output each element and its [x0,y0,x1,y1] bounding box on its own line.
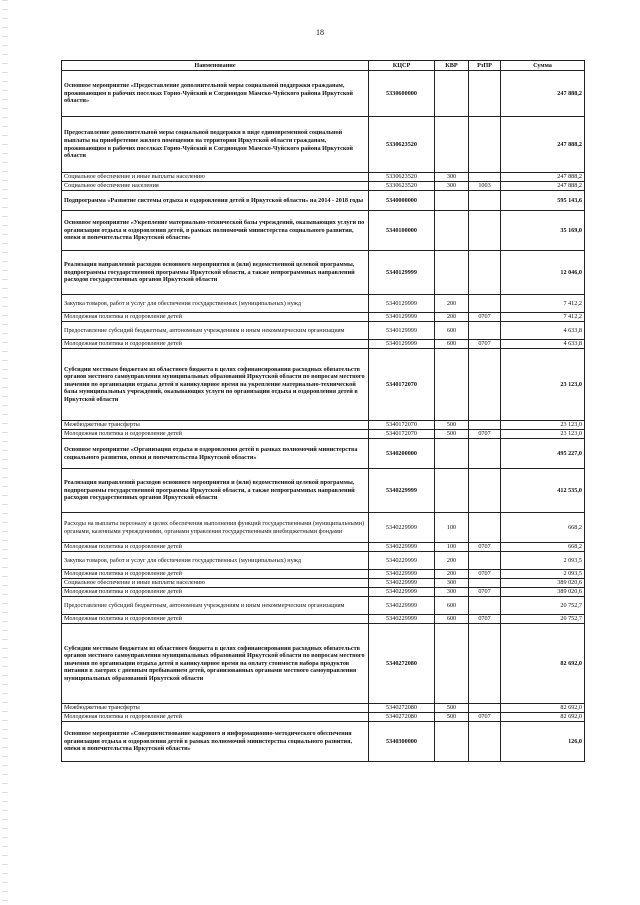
cell-name: Молодежная политика и оздоровление детей [62,313,369,322]
table-row [62,313,585,322]
cell-kcsr: 5340272080 [369,713,435,722]
cell-kvr: 200 [435,313,469,322]
cell-rzpr [469,469,501,513]
cell-name: Социальное обеспечение и иные выплаты населению [62,173,369,182]
cell-rzpr [469,552,501,570]
cell-name: Основное мероприятие «Укрепление материально-технической базы учреждений, оказывающих услуги по организации отдыха и оздоровления детей, в рамках полномочий министерства социального развития, опеки и попечительства Иркутской области» [62,211,369,251]
cell-rzpr [469,349,501,421]
cell-kvr [435,439,469,469]
cell-kcsr: 5340172070 [369,349,435,421]
cell-sum: 389 020,6 [501,588,585,597]
cell-sum: 82 692,0 [501,713,585,722]
table-row [62,579,585,588]
cell-name: Основное мероприятие «Предоставление дополнительной меры социальной поддержки гражданам, проживающим в рабочих поселках Горно-Чуйский и Согдиондон Мамско-Чуйского района Иркутской области» [62,71,369,117]
cell-rzpr [469,295,501,313]
table-row [62,570,585,579]
cell-kvr: 600 [435,322,469,340]
cell-name: Межбюджетные трансферты [62,704,369,713]
cell-sum: 247 888,2 [501,173,585,182]
table-row [62,421,585,430]
cell-kcsr: 5340100000 [369,211,435,251]
cell-rzpr: 0707 [469,340,501,349]
cell-kcsr: 5340300000 [369,722,435,762]
cell-rzpr [469,71,501,117]
cell-kcsr: 5340129999 [369,251,435,295]
header-rzpr: РзПР [469,61,501,71]
cell-rzpr: 1003 [469,182,501,191]
table-row [62,173,585,182]
table-row [62,722,585,762]
cell-kcsr: 5340229999 [369,615,435,624]
cell-sum: 126,0 [501,722,585,762]
cell-rzpr: 0707 [469,588,501,597]
cell-rzpr [469,251,501,295]
table-row [62,71,585,117]
cell-kcsr: 5340200000 [369,439,435,469]
cell-sum: 7 412,2 [501,295,585,313]
cell-kvr: 500 [435,421,469,430]
cell-name: Субсидии местным бюджетам из областного бюджета в целях софинансирования расходных обязательств органов местного самоуправления муниципальных образований Иркутской области по вопросам местного значения по организации отдыха детей в каникулярное время на оплату стоимости набора продуктов питания в лагерях с дневным пребыванием детей, организованных органами местного самоуправления муниципальных образований Иркутской области [62,624,369,704]
cell-kcsr: 5330600000 [369,71,435,117]
cell-rzpr: 0707 [469,430,501,439]
cell-sum: 668,2 [501,543,585,552]
cell-name: Предоставление субсидий бюджетным, автономным учреждениям и иным некоммерческим организациям [62,322,369,340]
cell-kcsr: 5340172070 [369,430,435,439]
cell-name: Подпрограмма «Развитие системы отдыха и оздоровления детей в Иркутской области» на 2014 - 2018 годы [62,191,369,211]
cell-sum: 23 123,0 [501,349,585,421]
budget-table [61,60,585,762]
cell-rzpr [469,117,501,173]
scan-margin-marks [2,0,8,905]
cell-kcsr: 5330623520 [369,173,435,182]
cell-kcsr: 5340229999 [369,552,435,570]
cell-rzpr [469,513,501,543]
table-header-row [62,61,585,71]
cell-name: Основное мероприятие «Организация отдыха и оздоровления детей в рамках полномочий министерства социального развития, опеки и попечительства Иркутской области» [62,439,369,469]
cell-kvr [435,722,469,762]
cell-kvr [435,71,469,117]
cell-name: Основное мероприятие «Совершенствование кадрового и информационно-методического обеспечения организации отдыха и оздоровления детей в рамках полномочий министерства социального развития, опеки и попечительства Иркутской области» [62,722,369,762]
cell-name: Социальное обеспечение и иные выплаты населению [62,579,369,588]
cell-kvr [435,624,469,704]
cell-rzpr [469,624,501,704]
table-row [62,543,585,552]
cell-kcsr: 5340272080 [369,704,435,713]
cell-name: Молодежная политика и оздоровление детей [62,543,369,552]
cell-sum: 247 888,2 [501,182,585,191]
cell-name: Реализация направлений расходов основного мероприятия и (или) ведомственной целевой программы, подпрограммы государственной программы Иркутской области, а также непрограммных направлений расходов государственных органов Иркутской области [62,251,369,295]
table-row [62,211,585,251]
cell-rzpr [469,322,501,340]
table-row [62,624,585,704]
cell-rzpr [469,173,501,182]
header-name: Наименование [62,61,369,71]
table-body [62,71,585,762]
cell-sum: 82 692,0 [501,704,585,713]
cell-kvr: 500 [435,430,469,439]
cell-kcsr: 5340000000 [369,191,435,211]
header-sum: Сумма [501,61,585,71]
cell-sum: 82 692,0 [501,624,585,704]
cell-name: Молодежная политика и оздоровление детей [62,588,369,597]
cell-kcsr: 5340272080 [369,624,435,704]
table-row [62,588,585,597]
cell-rzpr: 0707 [469,615,501,624]
cell-kcsr: 5340172070 [369,421,435,430]
table-row [62,322,585,340]
cell-name: Молодежная политика и оздоровление детей [62,340,369,349]
cell-kvr [435,117,469,173]
cell-kcsr: 5340229999 [369,579,435,588]
cell-name: Молодежная политика и оздоровление детей [62,615,369,624]
cell-rzpr [469,211,501,251]
cell-sum: 247 888,2 [501,117,585,173]
cell-name: Закупка товаров, работ и услуг для обеспечения государственных (муниципальных) нужд [62,295,369,313]
cell-kvr [435,251,469,295]
cell-rzpr [469,704,501,713]
header-kcsr: КЦСР [369,61,435,71]
cell-kcsr: 5340229999 [369,513,435,543]
cell-rzpr: 0707 [469,313,501,322]
cell-name: Предоставление дополнительной меры социальной поддержки в виде единовременной социальной выплаты на приобретение жилого помещения на территории Иркутской области гражданам, проживающим в рабочих поселках Горно-Чуйский и Согдиондон Мамско-Чуйского района Иркутской области [62,117,369,173]
cell-sum: 495 227,0 [501,439,585,469]
cell-sum: 12 046,0 [501,251,585,295]
cell-kcsr: 5330623520 [369,182,435,191]
cell-sum: 412 535,0 [501,469,585,513]
cell-kvr: 600 [435,597,469,615]
cell-name: Молодежная политика и оздоровление детей [62,570,369,579]
cell-name: Расходы на выплаты персоналу в целях обеспечения выполнения функций государственными (муниципальными) органами, казенными учреждениями, органами управления государственными внебюджетными фондами [62,513,369,543]
cell-kcsr: 5340229999 [369,597,435,615]
cell-rzpr [469,579,501,588]
page-number: 18 [316,28,324,37]
cell-sum: 4 633,8 [501,322,585,340]
table-row [62,513,585,543]
cell-name: Предоставление субсидий бюджетным, автономным учреждениям и иным некоммерческим организациям [62,597,369,615]
cell-rzpr: 0707 [469,570,501,579]
cell-name: Реализация направлений расходов основного мероприятия и (или) ведомственной целевой программы, подпрограммы государственной программы Иркутской области, а также непрограммных направлений расходов государственных органов Иркутской области [62,469,369,513]
cell-kvr: 200 [435,295,469,313]
cell-name: Социальное обеспечение населения [62,182,369,191]
table-row [62,430,585,439]
table-row [62,191,585,211]
cell-rzpr [469,722,501,762]
cell-kvr: 600 [435,340,469,349]
cell-kcsr: 5340129999 [369,340,435,349]
cell-rzpr: 0707 [469,713,501,722]
table-row [62,439,585,469]
table-row [62,597,585,615]
table-row [62,295,585,313]
cell-kcsr: 5340129999 [369,295,435,313]
table-row [62,704,585,713]
cell-kvr: 200 [435,552,469,570]
cell-kcsr: 5340229999 [369,588,435,597]
cell-kvr: 300 [435,173,469,182]
table-row [62,251,585,295]
cell-sum: 247 888,2 [501,71,585,117]
cell-rzpr [469,597,501,615]
cell-sum: 668,2 [501,513,585,543]
cell-kcsr: 5340229999 [369,469,435,513]
cell-kcsr: 5340229999 [369,543,435,552]
cell-rzpr [469,191,501,211]
table-row [62,713,585,722]
cell-sum: 2 093,5 [501,570,585,579]
table-row [62,552,585,570]
cell-kcsr: 5340129999 [369,313,435,322]
cell-name: Молодежная политика и оздоровление детей [62,430,369,439]
cell-kcsr: 5340229999 [369,570,435,579]
cell-kvr [435,191,469,211]
cell-kvr: 300 [435,588,469,597]
cell-kvr: 600 [435,615,469,624]
cell-rzpr [469,421,501,430]
cell-sum: 35 169,0 [501,211,585,251]
cell-sum: 23 123,0 [501,430,585,439]
cell-kvr: 200 [435,570,469,579]
cell-kvr [435,469,469,513]
table-row [62,469,585,513]
cell-kvr: 500 [435,704,469,713]
table-row [62,340,585,349]
cell-name: Субсидии местным бюджетам из областного бюджета в целях софинансирования расходных обязательств органов местного самоуправления муниципальных образований Иркутской области по вопросам местного значения по организации отдыха детей в каникулярное время на укрепление материально-технической базы муниципальных учреждений, оказывающих услуги по организации отдыха и оздоровления детей в Иркутской области [62,349,369,421]
cell-sum: 20 752,7 [501,615,585,624]
cell-kvr [435,349,469,421]
cell-kvr [435,211,469,251]
cell-name: Молодежная политика и оздоровление детей [62,713,369,722]
cell-sum: 389 020,6 [501,579,585,588]
table-row [62,349,585,421]
cell-sum: 4 633,8 [501,340,585,349]
cell-name: Закупка товаров, работ и услуг для обеспечения государственных (муниципальных) нужд [62,552,369,570]
cell-sum: 2 093,5 [501,552,585,570]
cell-sum: 7 412,2 [501,313,585,322]
cell-kvr: 100 [435,543,469,552]
cell-kvr: 100 [435,513,469,543]
cell-kcsr: 5330623520 [369,117,435,173]
cell-sum: 20 752,7 [501,597,585,615]
cell-kvr: 500 [435,713,469,722]
cell-kcsr: 5340129999 [369,322,435,340]
table-row [62,182,585,191]
cell-rzpr: 0707 [469,543,501,552]
table-row [62,615,585,624]
table-row [62,117,585,173]
cell-sum: 595 143,6 [501,191,585,211]
cell-name: Межбюджетные трансферты [62,421,369,430]
cell-kvr: 300 [435,579,469,588]
cell-rzpr [469,439,501,469]
cell-kvr: 300 [435,182,469,191]
header-kvr: КВР [435,61,469,71]
cell-sum: 23 123,0 [501,421,585,430]
